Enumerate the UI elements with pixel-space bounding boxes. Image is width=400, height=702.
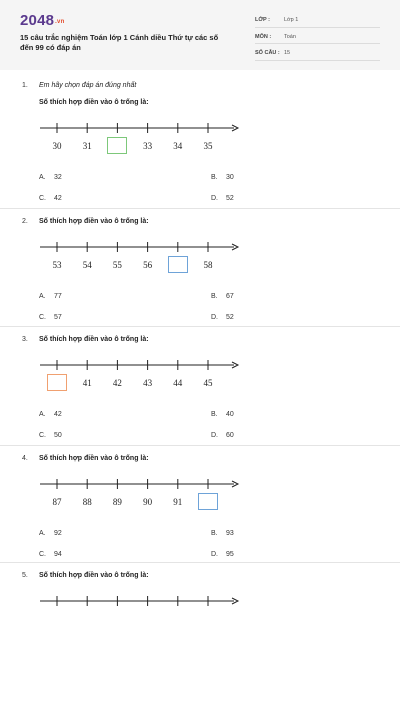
question-instruction: Em hãy chọn đáp án đúng nhất	[39, 82, 137, 89]
logo-text: 2048	[20, 12, 55, 29]
option-key: C.	[39, 551, 46, 558]
meta-key: SỐ CÂU :	[255, 50, 280, 56]
tick-label: 58	[203, 260, 213, 270]
option-value: 95	[226, 551, 234, 558]
question-prompt: Số thích hợp điền vào ô trống là:	[39, 99, 149, 106]
option-key: B.	[211, 530, 218, 537]
question-number: 4.	[22, 455, 28, 462]
question-1	[0, 82, 400, 212]
option-key: C.	[39, 195, 46, 202]
site-logo[interactable]	[20, 12, 64, 29]
option-value: 93	[226, 530, 234, 537]
meta-value: Lớp 1	[284, 17, 299, 23]
tick-label: 42	[112, 378, 122, 388]
tick-label: 53	[52, 260, 62, 270]
question-4	[0, 455, 400, 585]
question-prompt: Số thích hợp điền vào ô trống là:	[39, 572, 149, 579]
question-divider	[0, 562, 400, 563]
option-value: 94	[54, 551, 62, 558]
option-key: C.	[39, 314, 46, 321]
tick-label: 30	[52, 141, 62, 151]
meta-key: LỚP :	[255, 17, 270, 23]
meta-value: 15	[284, 50, 291, 56]
answer-blank-box[interactable]	[107, 137, 127, 154]
tick-label: 87	[52, 497, 62, 507]
option-key: D.	[211, 195, 218, 202]
option-value: 40	[226, 411, 234, 418]
number-line	[0, 572, 400, 632]
meta-row-grade	[255, 14, 380, 28]
option-value: 32	[54, 174, 62, 181]
option-value: 30	[226, 174, 234, 181]
option-key: A.	[39, 174, 46, 181]
question-divider	[0, 326, 400, 327]
answer-blank-box[interactable]	[47, 374, 67, 391]
tick-label: 41	[82, 378, 92, 388]
question-divider	[0, 208, 400, 209]
option-value: 92	[54, 530, 62, 537]
question-2	[0, 218, 400, 348]
option-key: B.	[211, 411, 218, 418]
option-value: 60	[226, 432, 234, 439]
answer-blank-box[interactable]	[168, 256, 188, 273]
tick-label: 56	[143, 260, 153, 270]
meta-row-subject	[255, 31, 380, 45]
option-key: A.	[39, 293, 46, 300]
tick-label: 55	[112, 260, 122, 270]
question-prompt: Số thích hợp điền vào ô trống là:	[39, 336, 149, 343]
worksheet-header	[0, 0, 400, 70]
option-value: 67	[226, 293, 234, 300]
option-value: 52	[226, 195, 234, 202]
option-value: 42	[54, 411, 62, 418]
option-key: B.	[211, 293, 218, 300]
tick-label: 54	[82, 260, 92, 270]
question-number: 3.	[22, 336, 28, 343]
tick-label: 91	[173, 497, 183, 507]
option-value: 50	[54, 432, 62, 439]
option-value: 42	[54, 195, 62, 202]
question-prompt: Số thích hợp điền vào ô trống là:	[39, 218, 149, 225]
question-3	[0, 336, 400, 466]
option-key: A.	[39, 530, 46, 537]
option-key: C.	[39, 432, 46, 439]
option-key: D.	[211, 551, 218, 558]
question-number: 5.	[22, 572, 28, 579]
logo-suffix: .vn	[55, 19, 65, 25]
meta-row-count	[255, 47, 380, 61]
option-key: D.	[211, 314, 218, 321]
option-key: D.	[211, 432, 218, 439]
document-title: 15 câu trắc nghiệm Toán lớp 1 Cánh diều Thứ tự các số đến 99 có đáp án	[20, 33, 219, 52]
question-5	[0, 572, 400, 702]
option-value: 52	[226, 314, 234, 321]
question-number: 2.	[22, 218, 28, 225]
option-key: B.	[211, 174, 218, 181]
tick-label: 35	[203, 141, 213, 151]
tick-label: 88	[82, 497, 92, 507]
meta-info	[255, 14, 380, 64]
meta-key: MÔN :	[255, 33, 272, 40]
tick-label: 89	[112, 497, 122, 507]
tick-label: 43	[143, 378, 153, 388]
question-number: 1.	[22, 82, 28, 89]
number-line	[0, 82, 400, 142]
tick-label: 90	[143, 497, 153, 507]
tick-label: 31	[82, 141, 92, 151]
meta-value: Toán	[284, 33, 296, 40]
tick-label: 44	[173, 378, 183, 388]
tick-label: 33	[143, 141, 153, 151]
option-value: 77	[54, 293, 62, 300]
question-divider	[0, 445, 400, 446]
tick-label: 45	[203, 378, 213, 388]
question-prompt: Số thích hợp điền vào ô trống là:	[39, 455, 149, 462]
tick-label: 34	[173, 141, 183, 151]
option-key: A.	[39, 411, 46, 418]
option-value: 57	[54, 314, 62, 321]
answer-blank-box[interactable]	[198, 493, 218, 510]
